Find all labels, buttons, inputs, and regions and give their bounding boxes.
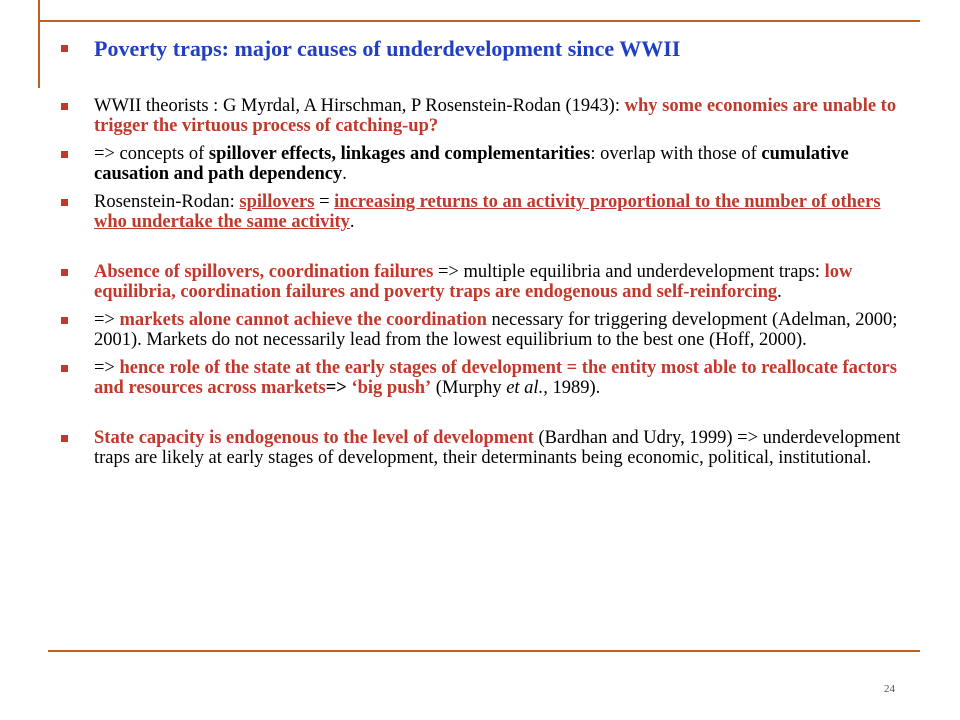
bullet-highlight: markets alone cannot achieve the coordination <box>119 310 487 330</box>
bullet-highlight: low equilibria, coordination failures and poverty traps are endogenous and self-reinforcing <box>94 262 853 302</box>
bullet-icon <box>61 199 68 206</box>
bullet-text: Rosenstein-Rodan: <box>94 192 240 212</box>
bullet-highlight: why some economies are unable to trigger the virtuous process of catching-up? <box>94 96 897 136</box>
bullet-text: . <box>342 164 347 184</box>
bullet-icon <box>61 317 68 324</box>
spacer <box>94 406 914 428</box>
bullet-highlight: increasing returns to an activity proportional to the number of others who undertake the same activity <box>94 192 881 232</box>
bullet-text: => concepts of <box>94 144 209 164</box>
bullet-text: 1989). <box>547 378 601 398</box>
bullet-absence-of-spillovers <box>94 262 914 302</box>
frame-line-top <box>38 20 920 22</box>
bullet-text: . <box>349 212 355 232</box>
bullet-text: = <box>314 192 335 212</box>
bullet-state-capacity <box>94 428 914 468</box>
bullet-icon <box>61 365 68 372</box>
bullet-emphasis: => <box>325 378 352 398</box>
title-bullet-icon <box>61 45 68 52</box>
bullet-icon <box>61 435 68 442</box>
bullet-icon <box>61 151 68 158</box>
bullet-text: . <box>777 282 782 302</box>
bullet-icon <box>61 103 68 110</box>
slide-content <box>94 96 914 476</box>
bullet-highlight: Absence of spillovers, coordination failures <box>94 262 434 282</box>
bullet-highlight: State capacity is endogenous to the level of development <box>94 428 534 448</box>
bullet-emphasis: cumulative causation and path dependency <box>94 144 849 184</box>
bullet-text: (Bardhan and Udry, 1999) => underdevelopment traps are likely at early stages of development, their determinants being economic, political, institutional. <box>94 428 901 468</box>
bullet-emphasis: spillover effects, linkages and complementarities <box>208 144 591 164</box>
slide-title: Poverty traps: major causes of underdevelopment since WWII <box>94 36 681 61</box>
bullet-italic: et al., <box>506 378 548 398</box>
bullet-rosenstein-rodan <box>94 192 914 232</box>
bullet-text: (Murphy <box>431 378 507 398</box>
bullet-icon <box>61 269 68 276</box>
bullet-markets-alone <box>94 310 914 350</box>
bullet-text: : overlap with those of <box>590 144 762 164</box>
bullet-text: => <box>94 358 120 378</box>
bullet-highlight: spillovers <box>239 192 315 212</box>
bullet-wwii-theorists <box>94 96 914 136</box>
bullet-text: => multiple equilibria and underdevelopment traps: <box>433 262 825 282</box>
bullet-highlight: hence role of the state at the early stages of development = the entity most able to reallocate factors and resources across markets <box>94 358 897 398</box>
bullet-role-of-state <box>94 358 914 398</box>
spacer <box>94 240 914 262</box>
frame-line-left <box>38 0 40 88</box>
bullet-text: WWII theorists : G Myrdal, A Hirschman, P Rosenstein-Rodan (1943): <box>94 96 625 116</box>
page-number: 24 <box>884 683 895 695</box>
bullet-concepts <box>94 144 914 184</box>
bullet-text: necessary for triggering development (Adelman, 2000; 2001). Markets do not necessarily lead from the lowest equilibrium to the best one (Hoff, 2000). <box>94 310 898 350</box>
bullet-text: => <box>94 310 120 330</box>
bullet-highlight: ‘big push’ <box>351 378 432 398</box>
frame-line-bottom <box>48 650 920 652</box>
